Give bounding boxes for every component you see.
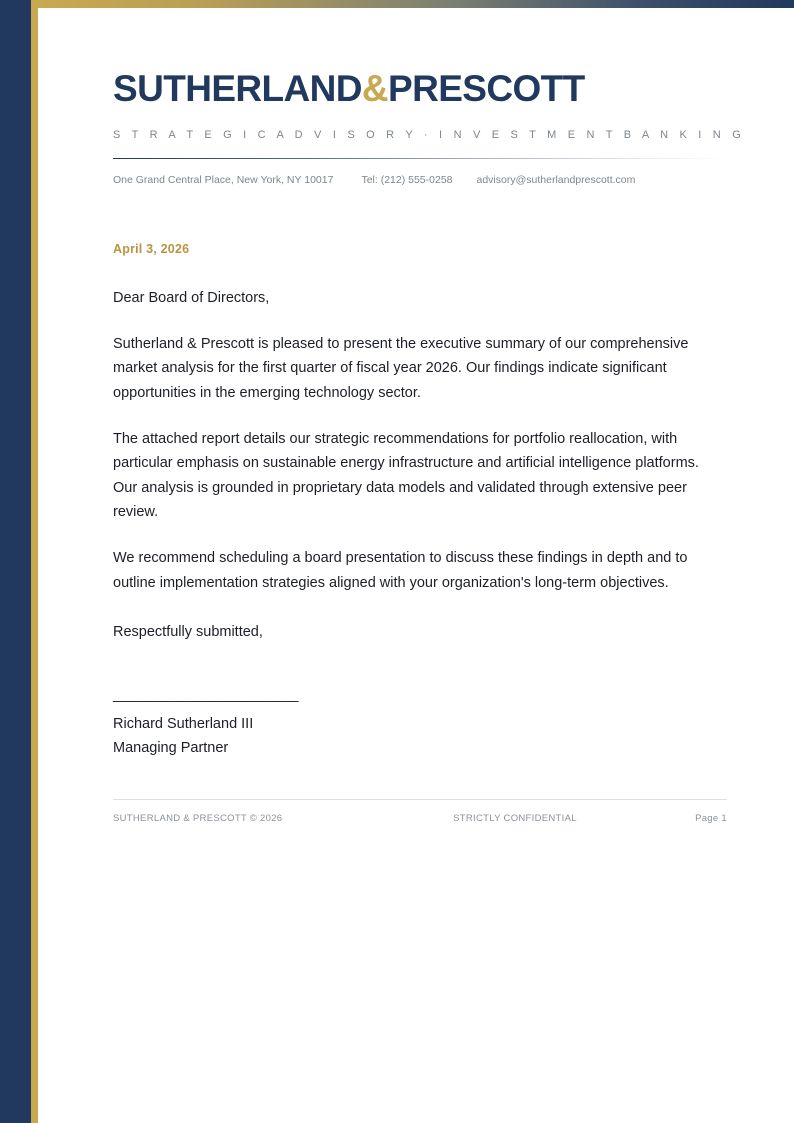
top-gradient-bar — [38, 0, 794, 8]
footer-row — [113, 813, 727, 824]
company-logo — [113, 70, 727, 109]
contact-address: One Grand Central Place, New York, NY 10017 — [113, 174, 334, 187]
footer-confidentiality-notice: STRICTLY CONFIDENTIAL — [453, 812, 577, 824]
footer-copyright: SUTHERLAND & PRESCOTT © 2026 — [113, 812, 283, 824]
company-tagline: S T R A T E G I C A D V I S O R Y · I N V E S T M E N T B A N K I N G — [113, 128, 745, 141]
logo-ampersand: & — [361, 68, 389, 109]
left-gold-stripe — [31, 0, 38, 1123]
page-footer — [113, 799, 727, 824]
letter-paragraph-3: We recommend scheduling a board presentation to discuss these findings in depth and to outline implementation strategies aligned with your organization's long-term objectives. — [113, 550, 688, 591]
footer-page-number: Page 1 — [695, 812, 727, 824]
letter-body — [113, 242, 727, 761]
letter-salutation: Dear Board of Directors, — [113, 290, 270, 307]
letter-date: April 3, 2026 — [113, 242, 190, 257]
signature-block — [113, 688, 727, 761]
letterhead-divider — [113, 158, 727, 160]
left-navy-bar — [0, 0, 31, 1123]
footer-divider — [113, 799, 727, 800]
signature-rule: _______________________ — [113, 686, 299, 703]
letter-sheet — [38, 8, 794, 1123]
logo-text-secondary: PRESCOTT — [388, 68, 585, 109]
letter-paragraph-2: The attached report details our strategic recommendations for portfolio reallocation, with particular emphasis on sustainable energy infrastructure and artificial intelligence platforms. Our analysis is grounded in proprietary data models and validated through extensive peer review. — [113, 430, 699, 520]
contact-email[interactable]: advisory@sutherlandprescott.com — [476, 174, 636, 187]
contact-line — [113, 174, 727, 186]
letterhead — [113, 8, 745, 187]
logo-text-primary: SUTHERLAND — [113, 68, 362, 109]
signer-name: Richard Sutherland III — [113, 716, 254, 733]
letter-closing: Respectfully submitted, — [113, 624, 263, 641]
letter-paragraph-1: Sutherland & Prescott is pleased to present the executive summary of our comprehensive market analysis for the first quarter of fiscal year 2026. Our findings indicate significant opportunities in the emerging technology sector. — [113, 335, 689, 401]
signer-title: Managing Partner — [113, 739, 229, 756]
contact-phone: Tel: (212) 555-0258 — [361, 174, 453, 187]
